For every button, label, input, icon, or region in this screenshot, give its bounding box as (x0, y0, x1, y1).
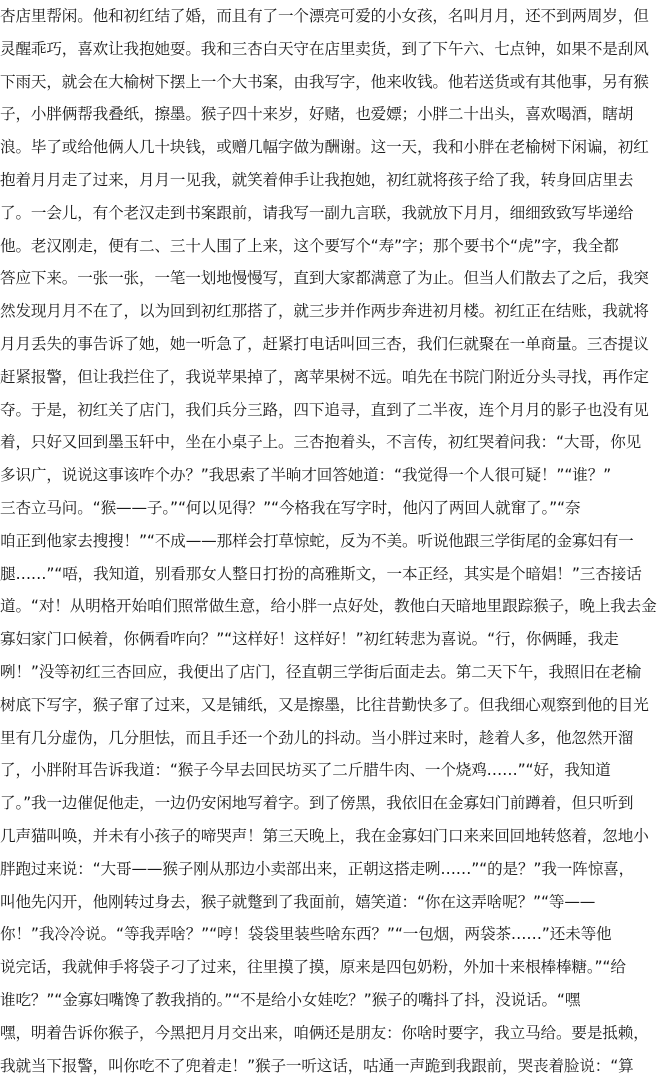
text-line: 抱着月月走了过来，月月一见我，就笑着伸手让我抱她，初红就将孩子给了我，转身回店里去 (0, 164, 628, 197)
text-line: 你！”我冷冷说。“等我弄啥？”“哼！袋袋里装些啥东西？”“一包烟，两袋茶……”还未等他 (0, 918, 628, 951)
text-line: 树底下写字，猴子窜了过来，又是铺纸，又是擦墨，比往昔勤快多了。但我细心观察到他的目光 (0, 689, 628, 722)
text-line: 答应下来。一张一张，一笔一划地慢慢写，直到大家都满意了为止。但当人们散去了之后，我突 (0, 262, 628, 295)
text-line: 灵醒乖巧，喜欢让我抱她耍。我和三杏白天守在店里卖货，到了下午六、七点钟，如果不是刮风 (0, 33, 628, 66)
text-line: 夺。于是，初红关了店门，我们兵分三路，四下追寻，直到了二半夜，连个月月的影子也没有见 (0, 394, 628, 427)
text-line: 几声猫叫唤，并未有小孩子的啼哭声！第三天晚上，我在金寡妇门口来来回回地转悠着，忽地小 (0, 820, 628, 853)
text-line: 杏店里帮闲。他和初红结了婚，而且有了一个漂亮可爱的小女孩，名叫月月，还不到两周岁，但 (0, 0, 628, 33)
text-line: 了。”我一边催促他走，一边仍安闲地写着字。到了傍黑，我依旧在金寡妇门前蹲着，但只听到 (0, 787, 628, 820)
text-line: 月月丢失的事告诉了她，她一听急了，赶紧打电话叫回三杏，我们仨就聚在一单商量。三杏提议 (0, 328, 628, 361)
text-line: 他。老汉刚走，便有二、三十人围了上来，这个要写个“寿”字；那个要书个“虎”字，我全都 (0, 230, 628, 263)
text-line: 我就当下报警，叫你吃不了兜着走！”猴子一听这话，咕通一声跪到我跟前，哭丧着脸说：“算 (0, 1050, 628, 1082)
text-line: 胖跑过来说：“大哥——猴子刚从那边小卖部出来，正朝这搭走咧……”“的是？”我一阵惊喜， (0, 853, 628, 886)
text-line: 谁吃？”“金寡妇嘴馋了教我捎的。”“不是给小女娃吃？”猴子的嘴抖了抖，没说话。“嘿 (0, 984, 628, 1017)
text-line: 下雨天，就会在大榆树下摆上一个大书案，由我写字，他来收钱。他若送货或有其他事，另有猴 (0, 66, 628, 99)
text-line: 然发现月月不在了，以为回到初红那搭了，就三步并作两步奔进初月楼。初红正在结账，我就将 (0, 295, 628, 328)
text-line: 三杏立马问。“猴——子。”“何以见得？”“今格我在写字时，他闪了两回人就窜了。”“奈 (0, 492, 628, 525)
text-line: 多识广，说说这事该咋个办？”我思索了半晌才回答她道：“我觉得一个人很可疑！”“谁？” (0, 459, 628, 492)
text-line: 了。一会儿，有个老汉走到书案跟前，请我写一副九言联，我就放下月月，细细致致写毕递给 (0, 197, 628, 230)
text-line: 赶紧报警，但让我拦住了，我说苹果掉了，离苹果树不远。咱先在书院门附近分头寻找，再作定 (0, 361, 628, 394)
text-line: 咧！”没等初红三杏回应，我便出了店门，径直朝三学街后面走去。第二天下午，我照旧在老榆 (0, 656, 628, 689)
text-line: 说完话，我就伸手将袋子刁了过来，往里摸了摸，原来是四包奶粉，外加十来根棒棒糖。”“给 (0, 951, 628, 984)
text-line: 道。“对！从明格开始咱们照常做生意，给小胖一点好处，教他白天暗地里跟踪猴子，晚上我去金 (0, 590, 628, 623)
text-line: 着，只好又回到墨玉轩中，坐在小桌子上。三杏抱着头，不言传，初红哭着问我：“大哥，你见 (0, 426, 628, 459)
text-line: 腿……”“唔，我知道，别看那女人整日打扮的高雅斯文，一本正经，其实是个暗娼！”三杏接话 (0, 558, 628, 591)
text-line: 了，小胖附耳告诉我道：“猴子今早去回民坊买了二斤腊牛肉、一个烧鸡……”“好，我知道 (0, 754, 628, 787)
text-line: 子，小胖俩帮我叠纸，擦墨。猴子四十来岁，好赌，也爱嫖；小胖二十出头，喜欢喝酒，瞎胡 (0, 98, 628, 131)
text-line: 寡妇家门口候着，你俩看咋向？”“这样好！这样好！”初红转悲为喜说。“行，你俩睡，我走 (0, 623, 628, 656)
text-line: 咱正到他家去搜搜！”“不成——那样会打草惊蛇，反为不美。听说他跟三学街尾的金寡妇有一 (0, 525, 628, 558)
text-line: 里有几分虚伪，几分胆怯，而且手还一个劲儿的抖动。当小胖过来时，趁着人多，他忽然开溜 (0, 722, 628, 755)
text-line: 嘿，明着告诉你猴子，今黑把月月交出来，咱俩还是朋友：你啥时要字，我立马给。要是抵赖， (0, 1017, 628, 1050)
text-line: 浪。毕了或给他俩人几十块钱，或赠几幅字做为酬谢。这一天，我和小胖在老榆树下闲谝，初红 (0, 131, 628, 164)
text-line: 叫他先闪开，他刚转过身去，猴子就蹩到了我面前，嬉笑道：“你在这弄啥呢？”“等—— (0, 886, 628, 919)
